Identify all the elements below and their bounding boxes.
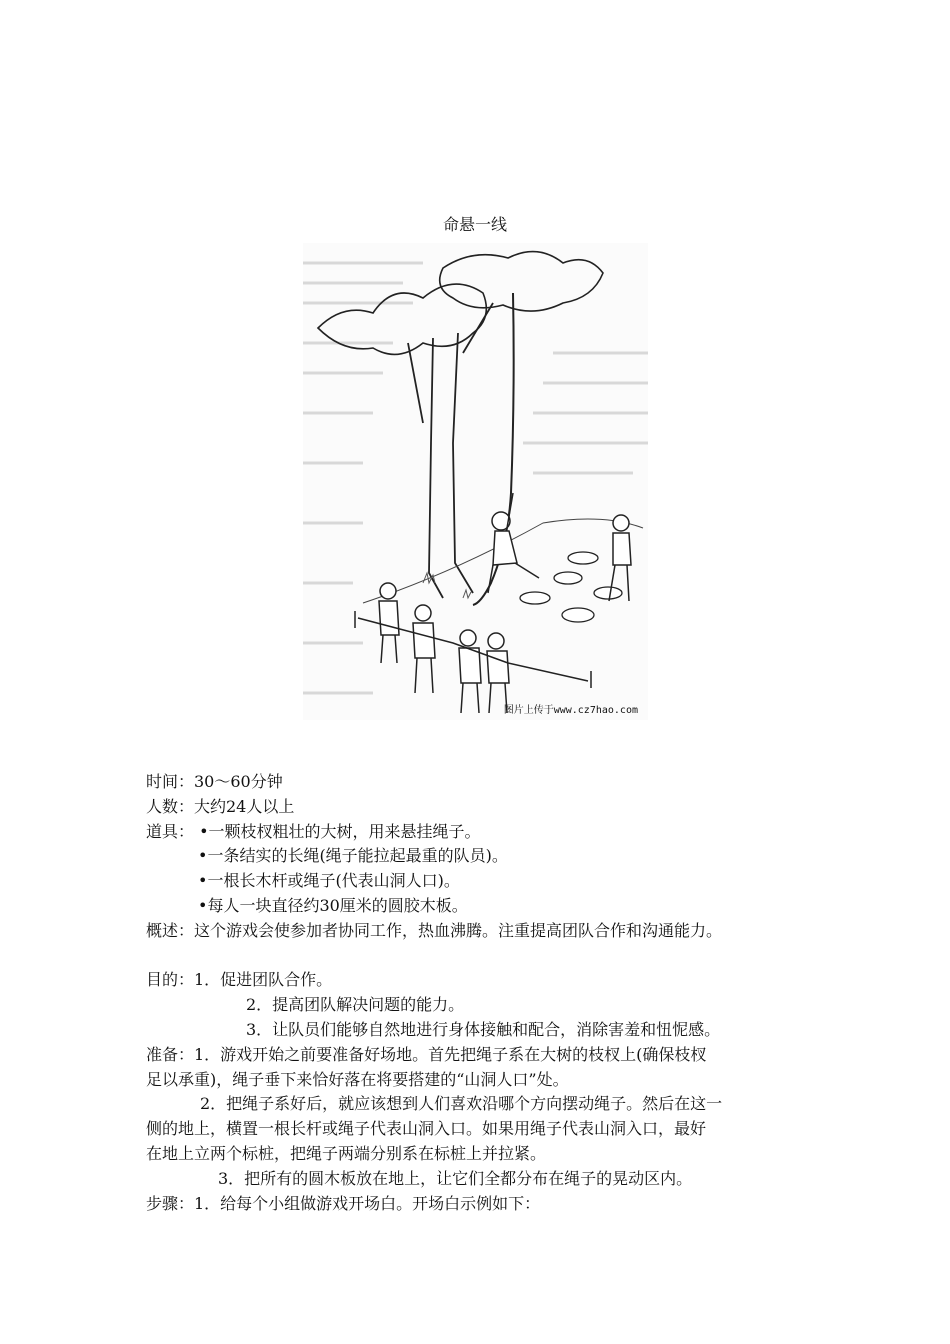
swinging-person	[488, 493, 539, 593]
people-line: 人数：大约24人以上	[146, 796, 295, 816]
tree-trunk	[408, 303, 493, 598]
background-texture	[303, 263, 648, 693]
props-item: •一条结实的长绳(绳子能拉起最重的队员)。	[198, 846, 508, 866]
prep-line: 侧的地上，横置一根长杆或绳子代表山洞入口。如果用绳子代表山洞入口，最好	[146, 1119, 707, 1139]
overview-line: 概述：这个游戏会使参加者协同工作，热血沸腾。注重提高团队合作和沟通能力。	[146, 920, 723, 940]
props-line: 道具： •一颗枝杈粗壮的大树，用来悬挂绳子。	[146, 821, 481, 841]
wooden-boards	[520, 552, 622, 622]
goal-item: 3．让队员们能够自然地进行身体接触和配合，消除害羞和忸怩感。	[246, 1019, 721, 1039]
paragraph-gap	[146, 944, 816, 969]
prep-line: 2．把绳子系好后，就应该想到人们喜欢沿哪个方向摆动绳子。然后在这一	[200, 1094, 723, 1114]
prep-line: 足以承重)，绳子垂下来恰好落在将要搭建的“山洞人口”处。	[146, 1069, 569, 1089]
props-item: •每人一块直径约30厘米的圆胶木板。	[198, 895, 468, 915]
prep-line: 准备：1．游戏开始之前要准备好场地。首先把绳子系在大树的枝杈上(确保枝杈	[146, 1044, 707, 1064]
team-members	[379, 583, 509, 713]
document-body	[146, 770, 816, 1216]
props-item: •一根长木杆或绳子(代表山洞人口)。	[198, 871, 460, 891]
figure-caption: 图片上传于www.cz7hao.com	[503, 705, 638, 716]
prep-line: 3．把所有的圆木板放在地上，让它们全都分布在绳子的晃动区内。	[218, 1168, 693, 1188]
page-title: 命悬一线	[442, 215, 507, 234]
goal-line: 目的：1．促进团队合作。	[146, 970, 333, 990]
rope-swing-illustration	[303, 243, 648, 720]
goal-item: 2．提高团队解决问题的能力。	[246, 995, 465, 1015]
prep-line: 在地上立两个标桩，把绳子两端分别系在标桩上并拉紧。	[146, 1143, 547, 1163]
steps-line: 步骤：1．给每个小组做游戏开场白。开场白示例如下：	[146, 1193, 541, 1213]
illustration-figure	[303, 243, 648, 720]
time-line: 时间：30～60分钟	[146, 772, 283, 791]
